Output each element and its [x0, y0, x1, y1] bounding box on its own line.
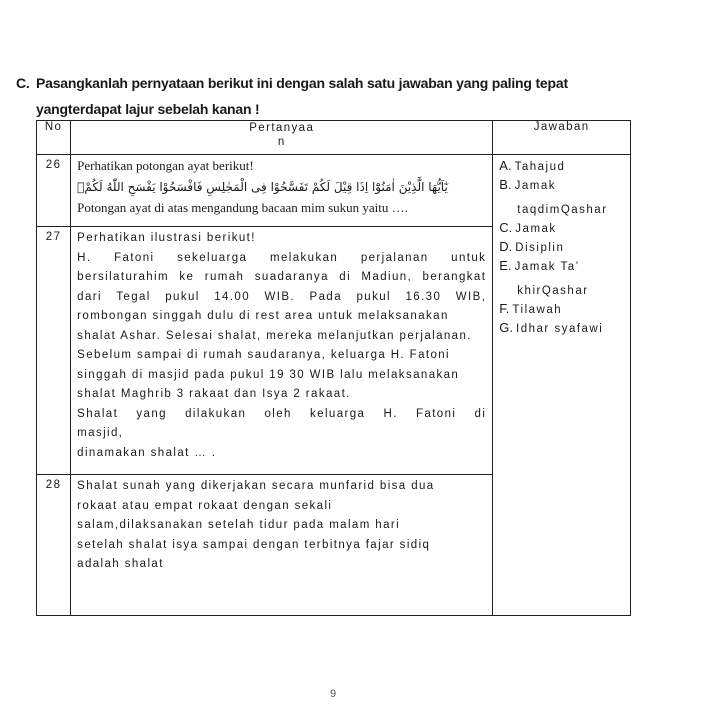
answer-label: F.: [499, 301, 510, 316]
question-number: 26: [37, 155, 71, 227]
answer-continuation: taqdimQashar: [517, 204, 608, 216]
question-line: rokaat atau empat rokaat dengan sekali: [77, 499, 333, 512]
answer-option: [499, 178, 630, 193]
section-number: C.: [16, 75, 30, 91]
question-line: dinamakan shalat … .: [77, 446, 217, 459]
answer-text: Tahajud: [514, 161, 566, 173]
answer-label: E.: [499, 258, 512, 273]
question-line: adalah shalat: [77, 558, 164, 570]
answer-option: [499, 240, 630, 255]
header-question-part2: n: [277, 136, 286, 148]
question-text-26: [71, 155, 493, 227]
answer-option: [499, 302, 630, 317]
question-line: setelah shalat isya sampai dengan terbitnya fajar sidiq: [77, 538, 431, 551]
question-line: salam,dilaksanakan setelah tidur pada malam hari: [77, 519, 401, 531]
header-question-part1: Pertanyaa: [249, 122, 315, 134]
question-line: singgah di masjid pada pukul 19 30 WIB lalu melaksanakan: [77, 368, 460, 381]
answer-option: [499, 221, 630, 236]
question-row-26: [37, 155, 631, 227]
answer-option: [499, 321, 630, 336]
instruction-line-1: Pasangkanlah pernyataan berikut ini dengan salah satu jawaban yang paling tepat: [36, 75, 568, 91]
question-line: dari Tegal pukul 14.00 WIB. Pada pukul 16.30 WIB,: [77, 290, 487, 303]
answer-label: B.: [499, 177, 512, 192]
table-header-row: [37, 121, 631, 155]
question-line: shalat Ashar. Selesai shalat, mereka melanjutkan perjalanan.: [77, 329, 472, 342]
answer-label: D.: [499, 239, 513, 254]
header-no: No: [37, 121, 71, 155]
question-line: Sebelum sampai di rumah saudaranya, keluarga H. Fatoni: [77, 349, 451, 361]
question-line: rombongan singgah dulu di rest area untuk melaksanakan: [77, 310, 449, 322]
section-heading: [16, 70, 676, 122]
answer-text: Jamak: [514, 180, 556, 192]
answer-label: G.: [499, 320, 514, 335]
page-number: 9: [330, 688, 337, 700]
header-question: [71, 121, 493, 155]
question-line: Perhatikan ilustrasi berikut!: [77, 232, 256, 244]
answer-text: Idhar syafawi: [516, 323, 604, 335]
question-number: 28: [37, 475, 71, 616]
instruction-line-2: yangterdapat lajur sebelah kanan !: [36, 101, 260, 117]
question-26-line1: Perhatikan potongan ayat berikut!: [77, 158, 254, 173]
question-text-27: [71, 227, 493, 475]
question-text-28: [71, 475, 493, 616]
question-line: Shalat yang dilakukan oleh keluarga H. Fatoni di: [77, 407, 487, 420]
matching-table: [36, 120, 631, 616]
question-line: masjid,: [77, 427, 124, 439]
answer-continuation: khirQashar: [517, 285, 589, 297]
answer-label: C.: [499, 220, 513, 235]
answer-text: Disiplin: [515, 242, 565, 254]
answer-label: A.: [499, 158, 512, 173]
answer-text: Jamak: [515, 223, 557, 235]
header-answer: Jawaban: [493, 121, 631, 155]
answer-option: [499, 159, 630, 174]
question-line: shalat Maghrib 3 rakaat dan Isya 2 rakaat.: [77, 388, 351, 400]
question-line: Shalat sunah yang dikerjakan secara munfarid bisa dua: [77, 480, 435, 492]
answer-option: [499, 259, 630, 274]
question-number: 27: [37, 227, 71, 475]
answer-text: Tilawah: [512, 304, 563, 316]
arabic-verse: يٰٓاَيُّهَا الَّذِيْنَ اٰمَنُوْٓا اِذَا قِيْلَ لَكُمْ تَفَسَّحُوْا فِى الْمَجٰلِسِ فَافْسَحُوْا يَفْسَحِ اللّٰهُ لَكُمْۚ: [77, 180, 448, 194]
answer-text: Jamak Ta’: [514, 261, 580, 273]
answer-cell: [493, 155, 631, 616]
question-line: H. Fatoni sekeluarga melakukan perjalanan untuk: [77, 251, 487, 264]
answer-list: [493, 159, 630, 336]
question-26-line2: Potongan ayat di atas mengandung bacaan mim sukun yaitu ….: [77, 200, 408, 215]
question-line: bersilaturahim ke rumah suadaranya di Madiun, berangkat: [77, 271, 487, 283]
